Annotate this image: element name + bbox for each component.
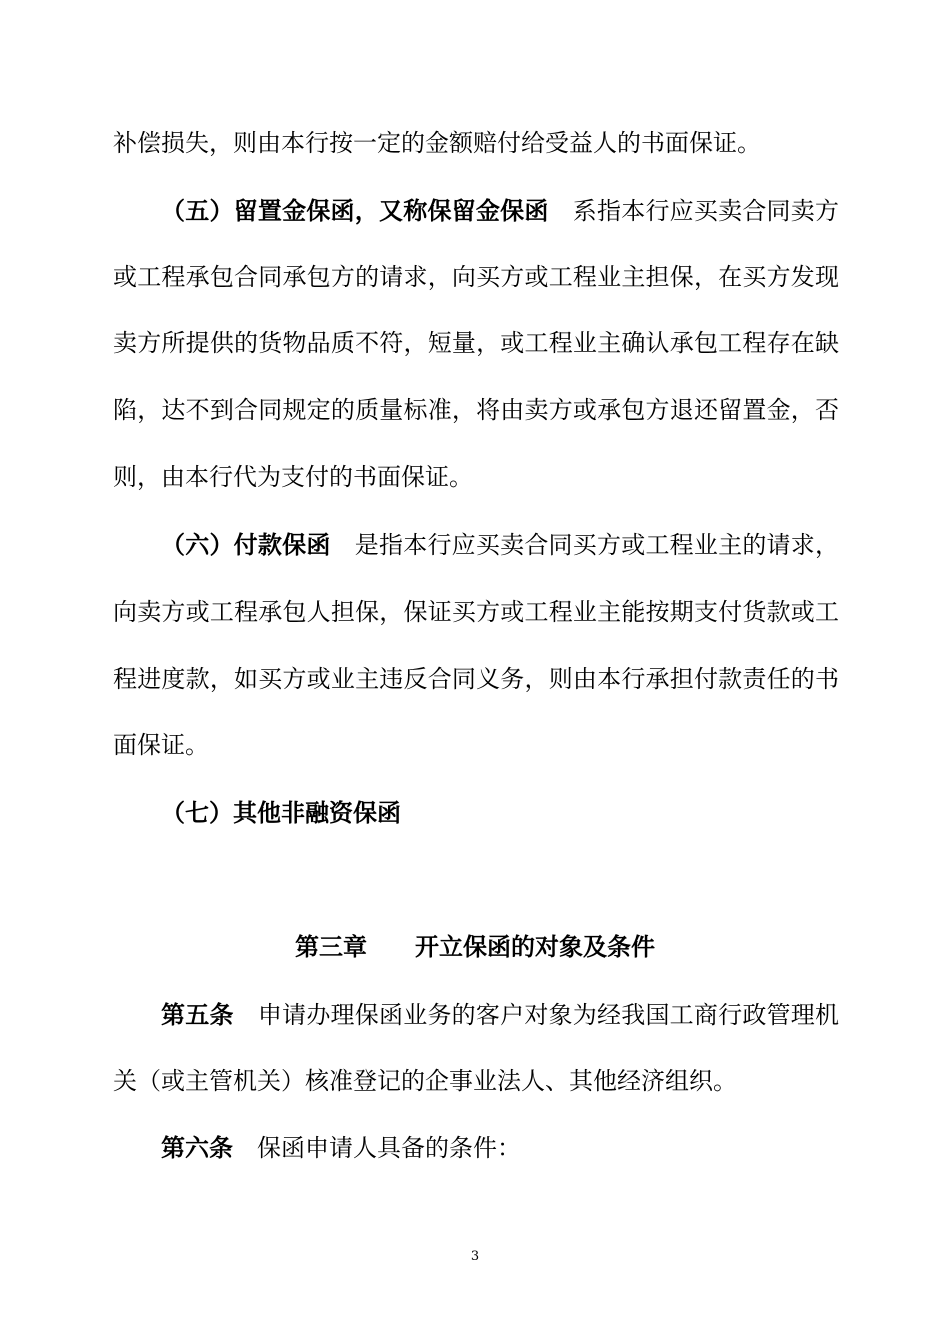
section-5-heading: （五）留置金保函，又称保留金保函: [161, 197, 549, 225]
paragraph-5-first-line: （五）留置金保函，又称保留金保函 系指本行应买卖合同卖方: [161, 197, 840, 225]
paragraph-line: 陷，达不到合同规定的质量标准，将由卖方或承包方退还留置金，否: [113, 396, 839, 424]
section-7-heading: （七）其他非融资保函: [161, 799, 401, 827]
chapter-title: 开立保函的对象及条件: [415, 933, 655, 961]
paragraph-line: 程进度款，如买方或业主违反合同义务，则由本行承担付款责任的书: [113, 665, 839, 693]
chapter-heading: [0, 930, 950, 964]
article-6-heading: 第六条: [161, 1134, 233, 1162]
paragraph-line: 则，由本行代为支付的书面保证。: [113, 463, 473, 491]
paragraph-line: 或工程承包合同承包方的请求，向买方或工程业主担保，在买方发现: [113, 263, 839, 291]
page-number: 3: [470, 1249, 480, 1264]
article-6-line: 第六条 保函申请人具备的条件：: [161, 1134, 521, 1162]
section-6-heading: （六）付款保函: [161, 531, 331, 559]
chapter-number: 第三章: [295, 933, 367, 961]
paragraph-line: 补偿损失，则由本行按一定的金额赔付给受益人的书面保证。: [113, 129, 761, 157]
section-7-heading-line: [113, 796, 839, 830]
paragraph-6-first-line: （六）付款保函 是指本行应买卖合同买方或工程业主的请求，: [161, 531, 840, 559]
article-5-heading: 第五条: [161, 1001, 234, 1029]
article-5-first-line: 第五条 申请办理保函业务的客户对象为经我国工商行政管理机: [161, 1001, 840, 1029]
paragraph-line: 关（或主管机关）核准登记的企事业法人、其他经济组织。: [113, 1067, 737, 1095]
paragraph-line: 面保证。: [113, 731, 209, 759]
paragraph-line: 卖方所提供的货物品质不符，短量，或工程业主确认承包工程存在缺: [113, 329, 839, 357]
paragraph-line: 向卖方或工程承包人担保，保证买方或工程业主能按期支付货款或工: [113, 598, 839, 626]
